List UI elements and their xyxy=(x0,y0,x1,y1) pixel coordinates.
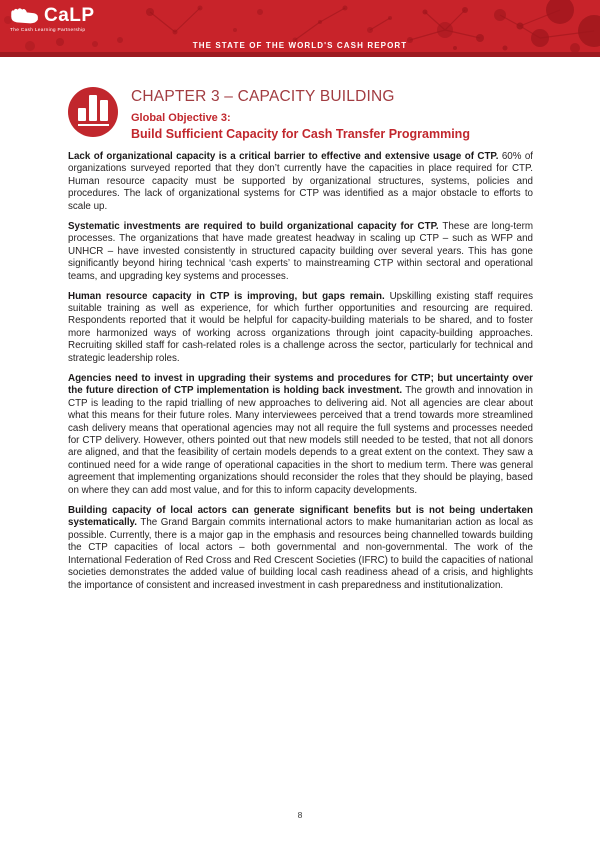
page-header xyxy=(0,0,600,57)
paragraph-systematic-investments xyxy=(68,221,533,283)
paragraph-body: The growth and innovation in CTP is leading to the rapid trialling of new approaches to delivering aid. Not all agencies are clear about what this means for their future roles. Many interviewees perceived that a trend towards more streamlined cash delivery means that operational agencies may not all require the full systems and processes needed for CTP delivery. However, others pointed out that new models still needed to be tested, that not all donors are aligned, and that the feasibility of certain models depends to a great extent on the context. They saw a continued need for a wide range of operational capacities in the short to medium term. There was general agreement that implementing organizations should reconsider the roles that they should be playing, based on where they can add most value, and for this to inform capacity developments. xyxy=(68,385,533,496)
bar-chart-bars xyxy=(78,94,108,121)
paragraph-human-resource-capacity xyxy=(68,291,533,366)
brand-tagline: The Cash Learning Partnership xyxy=(10,28,86,33)
bar-chart-baseline xyxy=(78,124,109,126)
report-title: THE STATE OF THE WORLD'S CASH REPORT xyxy=(192,41,408,50)
paragraph-lead: Agencies need to invest in upgrading their systems and procedures for CTP; but uncertainty over the future direction of CTP implementation is holding back investment. xyxy=(68,372,533,397)
paragraph-lead: Human resource capacity in CTP is improving, but gaps remain. xyxy=(68,290,385,302)
bar-chart-icon xyxy=(68,87,118,137)
header-stripe xyxy=(0,52,600,57)
paragraph-organizational-capacity xyxy=(68,151,533,213)
paragraph-body: Upskilling existing staff requires suitable training as well as experience, for which further opportunities and resourcing are required. Respondents reported that it would be helpful for capacity-building materials to be shared, and to foster more harmonized ways of working across organizations through joint capacity-building approaches. Recruiting skilled staff for cash-related roles is a challenge across the sector, particularly for technical and strategic leadership roles. xyxy=(68,290,533,364)
paragraph-lead: Lack of organizational capacity is a critical barrier to effective and extensive usage of CTP. xyxy=(68,151,499,162)
paragraph-lead: Building capacity of local actors can generate significant benefits but is not being undertaken systematically. xyxy=(68,504,533,529)
chapter-title: CHAPTER 3 – CAPACITY BUILDING xyxy=(131,88,395,105)
paragraph-body: The Grand Bargain commits international actors to make humanitarian action as local as possible. Currently, there is a major gap in the emphasis and resources being channelled towards building the CTP capacities of local actors – both governmental and non-governmental. The work of the International Federation of Red Cross and Red Crescent Societies (IFRC) to build the capacities of national societies demonstrates the added value of building local cash readiness ahead of a crisis, and highlights the importance of consistent and increased investment in cash preparedness and institutionalization. xyxy=(68,517,534,591)
paragraph-local-actors xyxy=(68,505,533,592)
page-number: 8 xyxy=(297,810,303,820)
hand-giving-icon xyxy=(10,5,40,27)
brand-name: CaLP xyxy=(44,5,95,26)
objective-label: Global Objective 3: xyxy=(131,112,231,124)
chapter-header xyxy=(68,87,533,141)
objective-title: Build Sufficient Capacity for Cash Transfer Programming xyxy=(131,127,470,141)
paragraph-lead: Systematic investments are required to build organizational capacity for CTP. xyxy=(68,220,439,232)
paragraph-body: 60% of organizations surveyed reported that they don’t currently have the capacities in place required for CTP. Human resource capacity must be supported by organizational structures, systems, policies and procedures. The lack of organizational systems for CTP was identified as a major obstacle to efforts to scale up. xyxy=(68,151,533,212)
calp-logo xyxy=(10,5,95,33)
page-content xyxy=(0,57,600,592)
chapter-titles xyxy=(131,87,470,141)
paragraph-agencies-invest xyxy=(68,373,533,498)
paragraph-body: These are long-term processes. The organizations that have made greatest headway in scaling up CTP – such as WFP and UNHCR – have invested consistently in structured capacity building over several years. This has gone significantly beyond hiring technical ‘cash experts’ to mainstreaming CTP within sectoral and operational teams, and upgrading key systems and processes. xyxy=(68,220,533,282)
